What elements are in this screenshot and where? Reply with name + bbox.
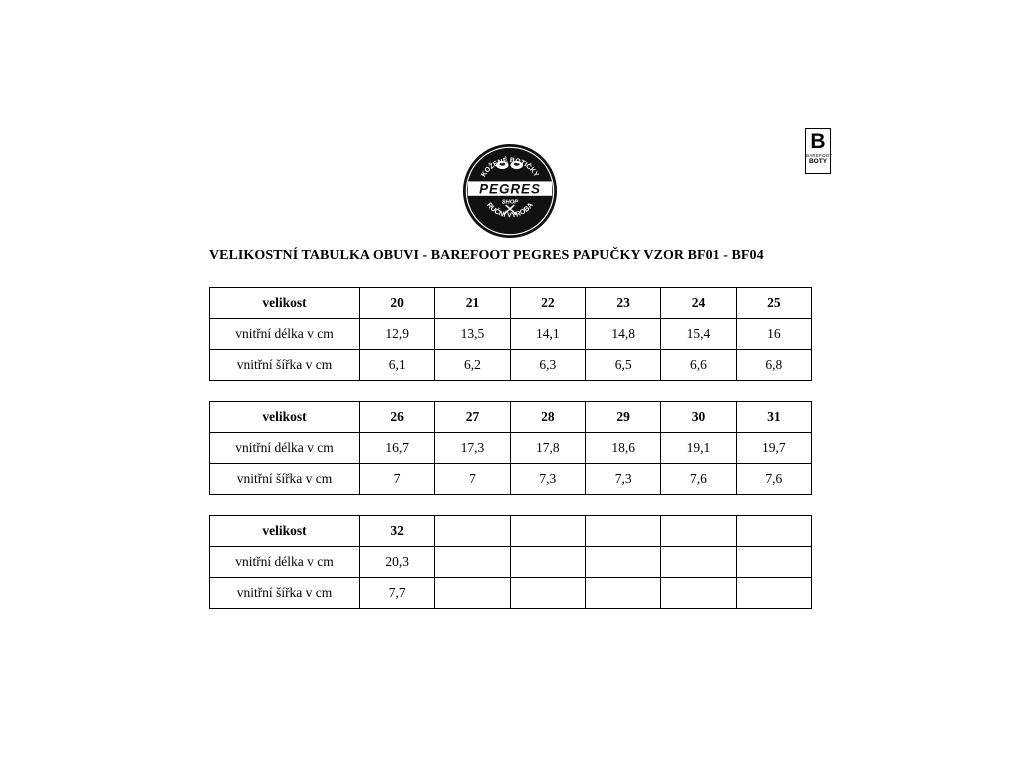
row-label: vnitřní délka v cm — [210, 547, 360, 578]
row-label: vnitřní délka v cm — [210, 319, 360, 350]
badge-letter: B — [810, 130, 826, 153]
table-cell: 13,5 — [435, 319, 510, 350]
table-cell: 6,6 — [661, 350, 736, 381]
row-label: velikost — [210, 516, 360, 547]
svg-text:PEGRES: PEGRES — [479, 181, 541, 197]
table-row-length — [210, 433, 812, 464]
table-row-width — [210, 350, 812, 381]
size-table-1 — [209, 287, 812, 381]
table-cell — [661, 516, 736, 547]
table-cell: 17,3 — [435, 433, 510, 464]
table-cell — [661, 547, 736, 578]
table-cell: 20,3 — [360, 547, 435, 578]
table-cell — [736, 516, 811, 547]
badge-line2: BOTY — [808, 158, 828, 165]
table-cell: 25 — [736, 288, 811, 319]
table-cell: 6,3 — [510, 350, 585, 381]
row-label: vnitřní šířka v cm — [210, 578, 360, 609]
table-cell: 7,3 — [510, 464, 585, 495]
page-title: VELIKOSTNÍ TABULKA OBUVI - BAREFOOT PEGRES PAPUČKY VZOR BF01 - BF04 — [209, 248, 764, 263]
table-cell: 7,3 — [585, 464, 660, 495]
table-cell — [736, 578, 811, 609]
table-row-size — [210, 516, 812, 547]
table-cell: 6,8 — [736, 350, 811, 381]
table-cell: 20 — [360, 288, 435, 319]
table-row-size — [210, 402, 812, 433]
table-cell: 7 — [360, 464, 435, 495]
table-cell: 18,6 — [585, 433, 660, 464]
table-row-length — [210, 319, 812, 350]
table-cell — [736, 547, 811, 578]
row-label: vnitřní šířka v cm — [210, 350, 360, 381]
table-cell: 23 — [585, 288, 660, 319]
table-cell: 7 — [435, 464, 510, 495]
table-cell: 31 — [736, 402, 811, 433]
table-cell: 30 — [661, 402, 736, 433]
svg-text:KOŽENÉ BOTIČKY: KOŽENÉ BOTIČKY — [480, 157, 540, 179]
table-cell: 24 — [661, 288, 736, 319]
table-cell — [435, 516, 510, 547]
table-cell — [510, 516, 585, 547]
table-cell: 14,8 — [585, 319, 660, 350]
table-cell — [435, 547, 510, 578]
table-cell: 21 — [435, 288, 510, 319]
table-cell: 7,6 — [736, 464, 811, 495]
svg-text:SHOP: SHOP — [501, 199, 519, 206]
table-row-width — [210, 578, 812, 609]
row-label: vnitřní délka v cm — [210, 433, 360, 464]
table-row-width — [210, 464, 812, 495]
table-cell: 22 — [510, 288, 585, 319]
table-cell — [585, 578, 660, 609]
table-cell: 6,1 — [360, 350, 435, 381]
table-row-length — [210, 547, 812, 578]
table-cell — [585, 547, 660, 578]
table-cell: 15,4 — [661, 319, 736, 350]
table-cell: 6,2 — [435, 350, 510, 381]
table-cell: 19,7 — [736, 433, 811, 464]
table-cell: 27 — [435, 402, 510, 433]
row-label: vnitřní šířka v cm — [210, 464, 360, 495]
table-cell: 16,7 — [360, 433, 435, 464]
row-label: velikost — [210, 288, 360, 319]
table-cell: 12,9 — [360, 319, 435, 350]
table-cell: 19,1 — [661, 433, 736, 464]
size-table-3 — [209, 515, 812, 609]
table-row-size — [210, 288, 812, 319]
pegres-shop-logo — [462, 143, 558, 239]
row-label: velikost — [210, 402, 360, 433]
table-cell: 26 — [360, 402, 435, 433]
table-cell — [510, 578, 585, 609]
table-cell — [435, 578, 510, 609]
barefoot-boty-badge — [805, 128, 831, 174]
svg-text:RUČNÍ VÝROBA: RUČNÍ VÝROBA — [485, 201, 535, 220]
table-cell: 6,5 — [585, 350, 660, 381]
table-cell: 7,6 — [661, 464, 736, 495]
table-cell — [585, 516, 660, 547]
table-cell: 7,7 — [360, 578, 435, 609]
size-table-2 — [209, 401, 812, 495]
table-cell — [661, 578, 736, 609]
badge-line1: BAREFOOT — [806, 153, 833, 158]
table-cell: 32 — [360, 516, 435, 547]
table-cell — [510, 547, 585, 578]
table-cell: 28 — [510, 402, 585, 433]
table-cell: 14,1 — [510, 319, 585, 350]
table-cell: 16 — [736, 319, 811, 350]
table-cell: 17,8 — [510, 433, 585, 464]
table-cell: 29 — [585, 402, 660, 433]
